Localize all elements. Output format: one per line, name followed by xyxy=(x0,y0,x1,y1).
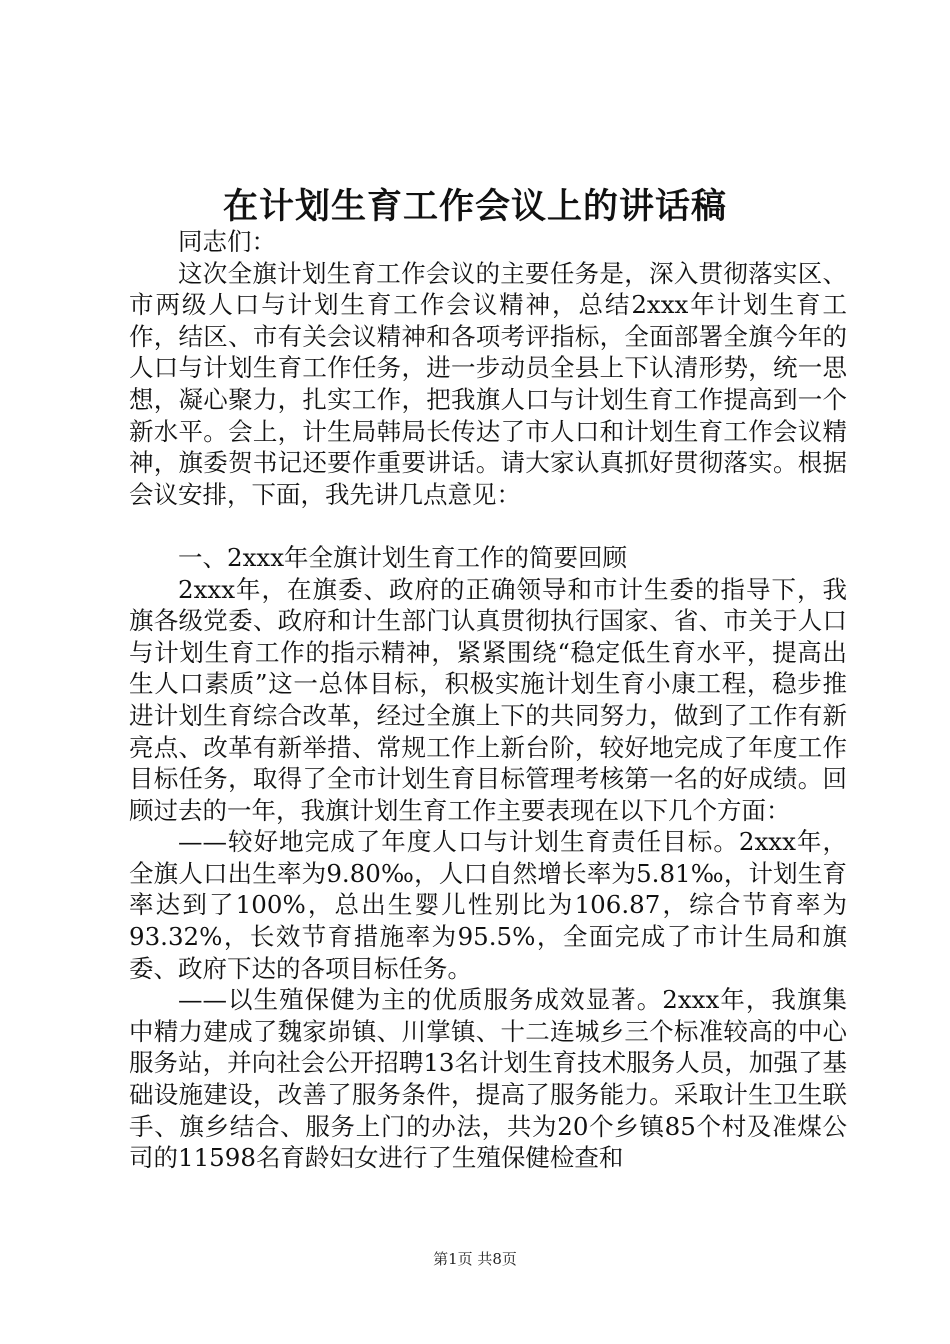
intro-paragraph: 这次全旗计划生育工作会议的主要任务是，深入贯彻落实区、市两级人口与计划生育工作会议精神，总结2xxx年计划生育工作，结区、市有关会议精神和各项考评指标，全面部署全旗今年的人口与计划生育工作任务，进一步动员全县上下认清形势，统一思想，凝心聚力，扎实工作，把我旗人口与计划生育工作提高到一个新水平。会上，计生局韩局长传达了市人口和计划生育工作会议精神，旗委贺书记还要作重要讲话。请大家认真抓好贯彻落实。根据会议安排，下面，我先讲几点意见： xyxy=(129,258,847,509)
targets-paragraph: ——较好地完成了年度人口与计划生育责任目标。2xxx年，全旗人口出生率为9.80‰，人口自然增长率为5.81‰，计划生育率达到了100%，总出生婴儿性别比为106.87，综合节育率为93.32%，长效节育措施率为95.5%，全面完成了市计生局和旗委、政府下达的各项目标任务。 xyxy=(129,827,847,983)
review-paragraph: 2xxx年，在旗委、政府的正确领导和市计生委的指导下，我旗各级党委、政府和计生部门认真贯彻执行国家、省、市关于人口与计划生育工作的指示精神，紧紧围绕“稳定低生育水平，提高出生人口素质”这一总体目标，积极实施计划生育小康工程，稳步推进计划生育综合改革，经过全旗上下的共同努力，做到了工作有新亮点、改革有新举措、常规工作上新台阶，较好地完成了年度工作目标任务，取得了全市计划生育目标管理考核第一名的好成绩。回顾过去的一年，我旗计划生育工作主要表现在以下几个方面： xyxy=(129,574,847,825)
services-paragraph: ——以生殖保健为主的优质服务成效显著。2xxx年，我旗集中精力建成了魏家峁镇、川掌镇、十二连城乡三个标准较高的中心服务站，并向社会公开招聘13名计划生育技术服务人员，加强了基础设施建设，改善了服务条件，提高了服务能力。采取计生卫生联手、旗乡结合、服务上门的办法，共为20个乡镇85个村及准煤公司的11598名育龄妇女进行了生殖保健检查和 xyxy=(129,985,847,1173)
page-footer: 第1页 共8页 xyxy=(433,1250,517,1268)
section-heading: 一、2xxx年全旗计划生育工作的简要回顾 xyxy=(178,542,628,572)
document-body xyxy=(129,226,847,1174)
document-title: 在计划生育工作会议上的讲话稿 xyxy=(222,186,727,227)
salutation: 同志们： xyxy=(178,227,276,256)
